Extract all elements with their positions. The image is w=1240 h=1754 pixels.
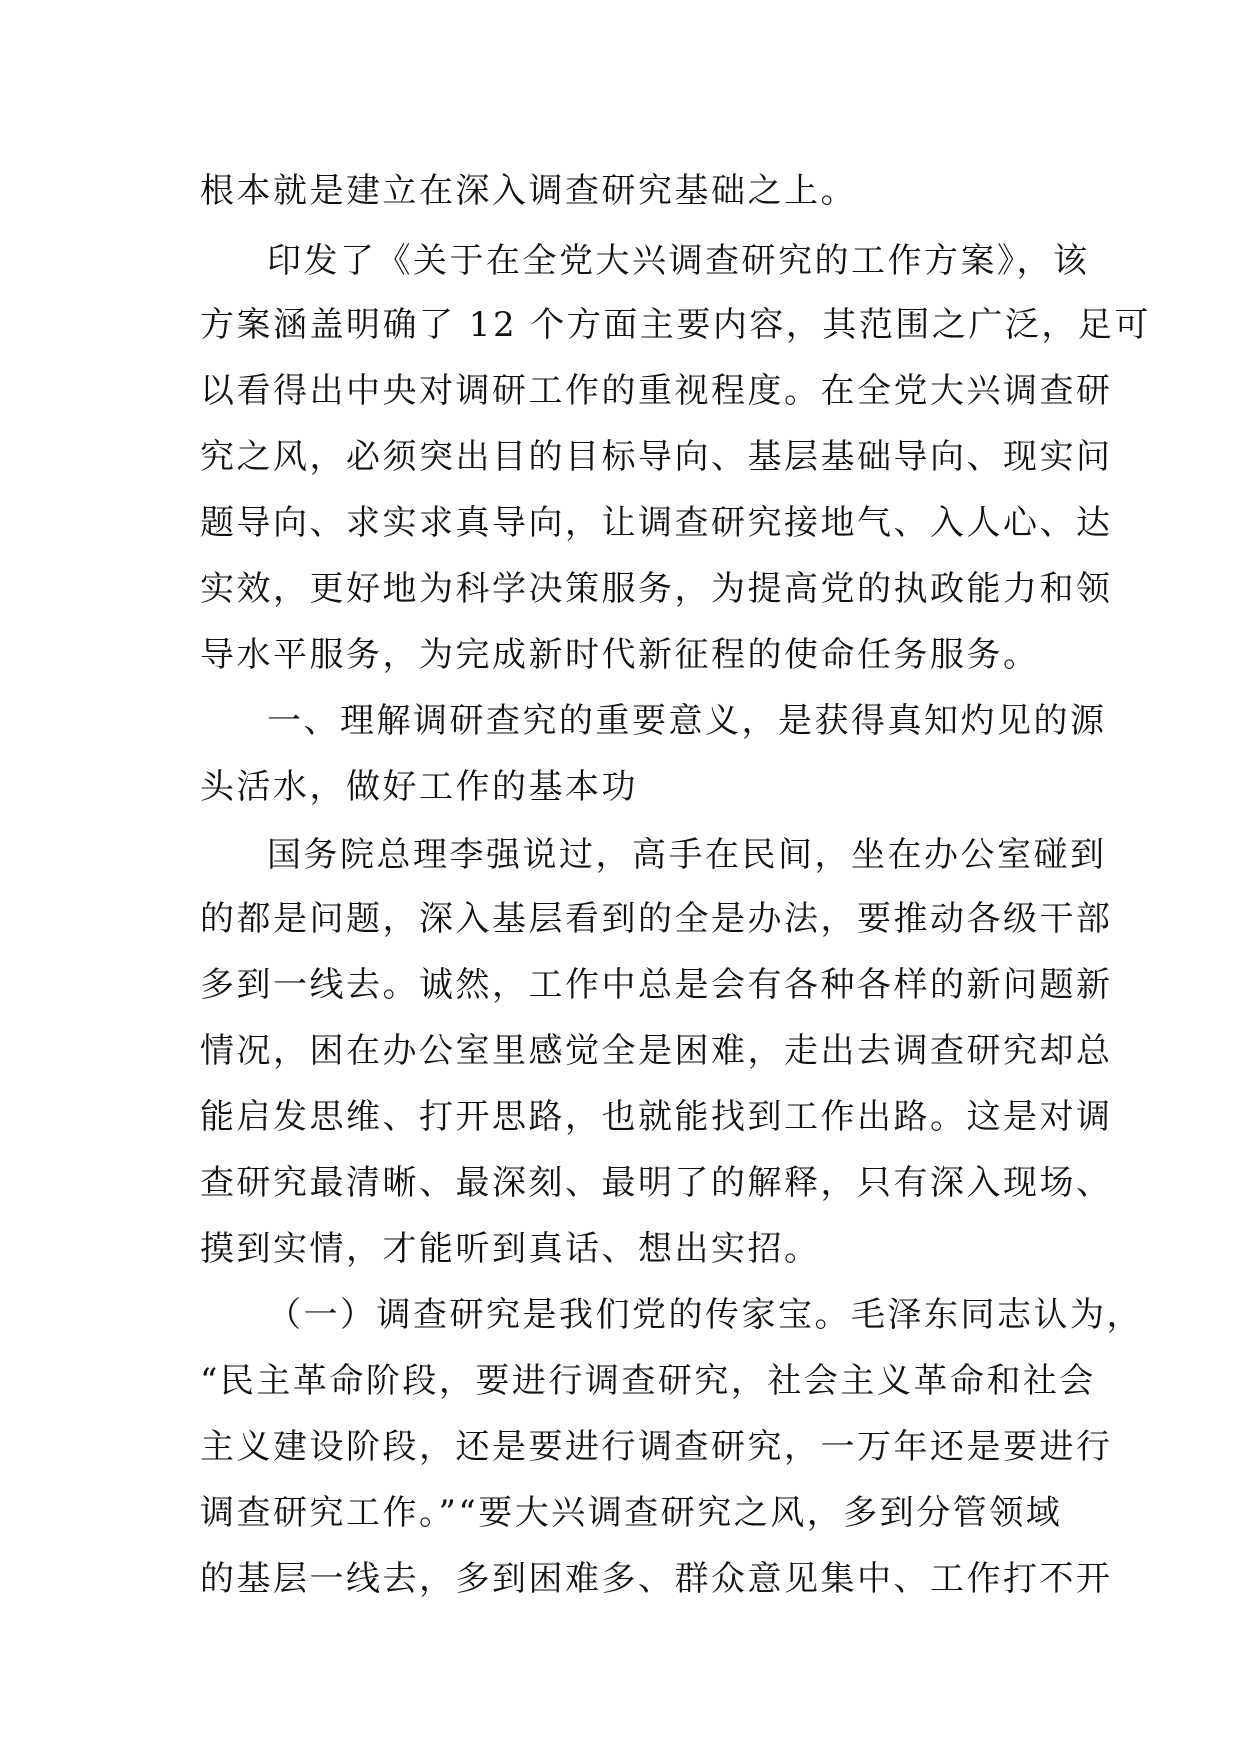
text-line: 题导向、求实求真导向，让调查研究接地气、入人心、达 (200, 503, 1113, 543)
text-line: 究之风，必须突出目的目标导向、基层基础导向、现实问 (200, 437, 1113, 477)
text-line: 的基层一线去，多到困难多、群众意见集中、工作打不开 (200, 1559, 1113, 1599)
text-line: 以看得出中央对调研工作的重视程度。在全党大兴调查研 (200, 371, 1113, 411)
section-heading: 一、理解调研查究的重要意义，是获得真知灼见的源 (267, 701, 1107, 741)
text-line: 摸到实情，才能听到真话、想出实招。 (200, 1229, 821, 1269)
text-line: 调查研究工作。”“要大兴调查研究之风，多到分管领域 (200, 1493, 1063, 1533)
text-line: 多到一线去。诚然，工作中总是会有各种各样的新问题新 (200, 965, 1113, 1005)
text-line: 主义建设阶段，还是要进行调查研究，一万年还是要进行 (200, 1427, 1113, 1467)
text-line: 能启发思维、打开思路，也就能找到工作出路。这是对调 (200, 1097, 1113, 1137)
text-line: 情况，困在办公室里感觉全是困难，走出去调查研究却总 (200, 1031, 1113, 1071)
section-heading-continued: 头活水，做好工作的基本功 (200, 767, 638, 807)
paragraph-start: 国务院总理李强说过，高手在民间，坐在办公室碰到 (267, 835, 1107, 875)
text-line: 方案涵盖明确了 12 个方面主要内容，其范围之广泛，足可 (200, 305, 1151, 345)
paragraph-start: 印发了《关于在全党大兴调查研究的工作方案》，该 (267, 241, 1090, 281)
text-line: 根本就是建立在深入调查研究基础之上。 (200, 171, 857, 211)
text-line: 实效，更好地为科学决策服务，为提高党的执政能力和领 (200, 569, 1113, 609)
text-line: “民主革命阶段，要进行调查研究，社会主义革命和社会 (200, 1361, 1096, 1401)
text-line: 导水平服务，为完成新时代新征程的使命任务服务。 (200, 635, 1040, 675)
text-line: 查研究最清晰、最深刻、最明了的解释，只有深入现场、 (200, 1163, 1113, 1203)
text-line: 的都是问题，深入基层看到的全是办法，要推动各级干部 (200, 899, 1113, 939)
subsection-start: （一）调查研究是我们党的传家宝。毛泽东同志认为， (267, 1295, 1143, 1335)
